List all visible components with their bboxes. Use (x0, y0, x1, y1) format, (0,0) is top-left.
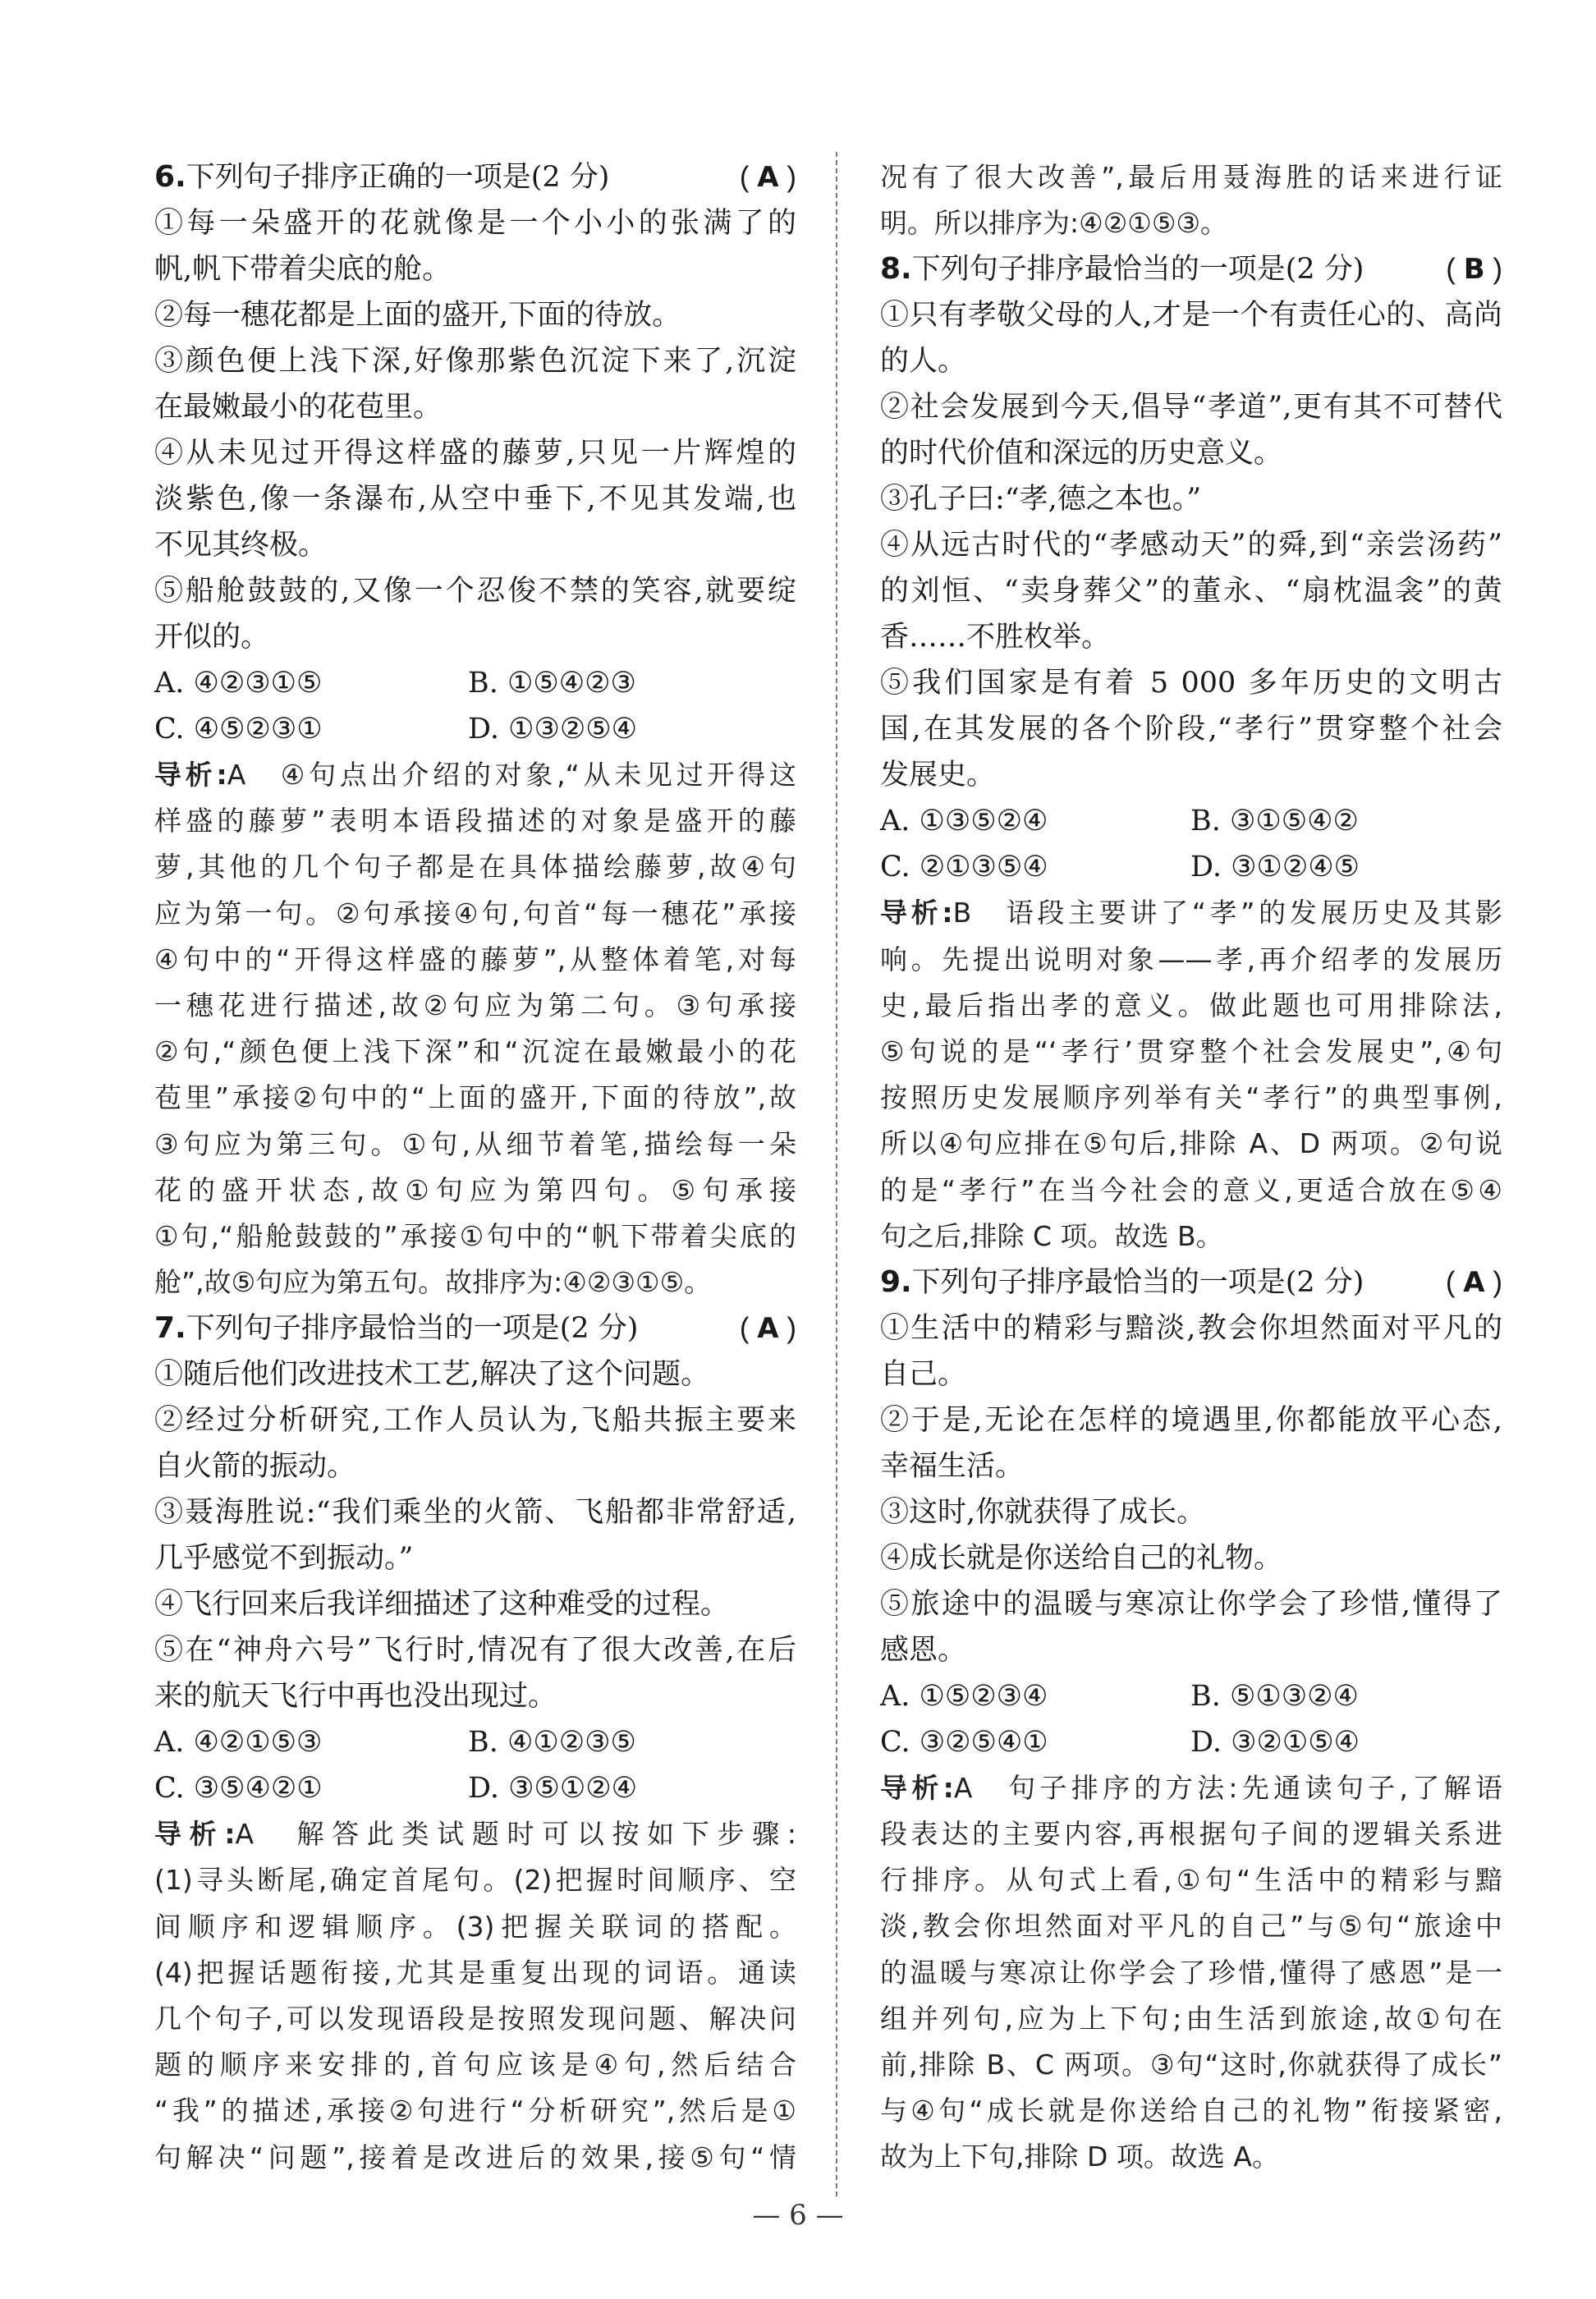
question-text: 下列句子排序最恰当的一项是(2 分) (186, 1312, 639, 1346)
analysis-line: ④句中的“开得这样盛的藤萝”,从整体着笔,对每 (154, 943, 796, 975)
answer-bracket: ( A ) (1445, 1265, 1502, 1299)
question-7-continued (880, 154, 1502, 246)
analysis-line: 样盛的藤萝”表明本语段描述的对象是盛开的藤 (154, 805, 796, 837)
answer-letter: A (757, 161, 779, 194)
sentence-line: 感恩。 (880, 1633, 967, 1667)
sentence-line: ⑤船舱鼓鼓的,又像一个忍俊不禁的笑容,就要绽 (154, 575, 796, 608)
sentence-line: 的刘恒、“卖身葬父”的董永、“扇枕温衾”的黄 (880, 575, 1502, 608)
sentence-line: 在最嫩最小的花苞里。 (154, 391, 443, 424)
analysis-line: 组并列句,应为上下句;由生活到旅途,故①句在 (880, 2002, 1502, 2035)
analysis-line (880, 890, 1502, 936)
option-a: A. ①③⑤②④ (880, 805, 1048, 838)
question-8-stem (880, 246, 1502, 292)
analysis-line: 按照历史发展顺序列举有关“孝行”的典型事例, (880, 1081, 1502, 1114)
analysis-line: 间顺序和逻辑顺序。(3)把握关联词的搭配。 (154, 1910, 796, 1943)
sentence-line: 帆,帆下带着尖底的舱。 (154, 253, 452, 286)
right-column (880, 154, 1502, 2181)
analysis-line: 应为第一句。②句承接④句,句首“每一穗花”承接 (154, 897, 796, 929)
analysis-label: 导析: (154, 759, 227, 791)
option-d: D. ③⑤①②④ (468, 1772, 637, 1806)
answer-letter: A (757, 1312, 779, 1346)
analysis-line: 的温暖与寒凉让你学会了珍惜,懂得了感恩”是一 (880, 1956, 1502, 1989)
option-c: C. ②①③⑤④ (880, 851, 1048, 884)
analysis-line: 所以④句应排在⑤句后,排除 A、D 两项。②句说 (880, 1127, 1502, 1160)
options-row (880, 1673, 1502, 1719)
sentence-line: ④从远古时代的“孝感动天”的舜,到“亲尝汤药” (880, 529, 1502, 562)
sentence-line: 自火箭的振动。 (154, 1450, 356, 1484)
question-text: 下列句子排序正确的一项是(2 分) (186, 161, 610, 194)
answer-letter: A (1463, 1265, 1485, 1299)
analysis-text: A 解答此类试题时可以按如下步骤: (235, 1818, 796, 1851)
sentence-line: ①每一朵盛开的花就像是一个小小的张满了的 (154, 207, 796, 240)
analysis-line: 响。先提出说明对象——孝,再介绍孝的发展历 (880, 943, 1502, 975)
option-c: C. ③⑤④②① (154, 1772, 323, 1806)
sentence-line: ①生活中的精彩与黯淡,教会你坦然面对平凡的 (880, 1311, 1502, 1345)
analysis-label: 导析: (880, 1771, 954, 1804)
option-c: C. ④⑤②③① (154, 713, 323, 746)
analysis-line: 舱”,故⑤句应为第五句。故排序为:④②③①⑤。 (154, 1266, 712, 1299)
options-row (880, 844, 1502, 890)
question-number: 9. (880, 1264, 912, 1299)
sentence-line: ④飞行回来后我详细描述了这种难受的过程。 (154, 1588, 730, 1622)
question-number: 8. (880, 252, 912, 287)
sentence-line: ②社会发展到今天,倡导“孝道”,更有其不可替代 (880, 391, 1502, 424)
analysis-line: 史,最后指出孝的意义。做此题也可用排除法, (880, 989, 1502, 1021)
analysis-line (154, 752, 796, 798)
option-d: D. ③①②④⑤ (1190, 851, 1360, 884)
analysis-label: 导析: (880, 897, 953, 929)
option-c: C. ③②⑤④① (880, 1725, 1048, 1759)
options-row (154, 660, 796, 706)
sentence-line: 自己。 (880, 1357, 967, 1391)
sentence-line: ②于是,无论在怎样的境遇里,你都能放平心态, (880, 1403, 1502, 1437)
page-number: — 6 — (752, 2199, 844, 2232)
analysis-line: 萝,其他的几个句子都是在具体描绘藤萝,故④句 (154, 851, 796, 883)
option-b: B. ①⑤④②③ (468, 667, 636, 700)
sentence-line: ②经过分析研究,工作人员认为,飞船共振主要来 (154, 1404, 796, 1438)
option-b: B. ③①⑤④② (1190, 805, 1359, 838)
sentence-line: ①随后他们改进技术工艺,解决了这个问题。 (154, 1358, 710, 1392)
left-column (154, 154, 796, 2181)
question-9 (880, 1260, 1502, 2181)
column-divider (836, 152, 837, 2196)
analysis-line: ②句,“颜色便上浅下深”和“沉淀在最嫩最小的花 (154, 1035, 796, 1068)
options-row (154, 1765, 796, 1811)
analysis-line: 行排序。从句式上看,①句“生活中的精彩与黯 (880, 1864, 1502, 1897)
sentence-line: ⑤我们国家是有着 5 000 多年历史的文明古 (880, 667, 1502, 700)
sentence-line: 幸福生活。 (880, 1449, 1025, 1483)
sentence-line: ③颜色便上浅下深,好像那紫色沉淀下来了,沉淀 (154, 345, 796, 378)
options-row (154, 1719, 796, 1765)
question-7 (154, 1306, 796, 2181)
analysis-line: 几个句子,可以发现语段是按照发现问题、解决问 (154, 2003, 796, 2035)
analysis-line: ①句,“船舱鼓鼓的”承接①句中的“帆下带着尖底的 (154, 1219, 796, 1252)
answer-letter: B (1463, 253, 1485, 287)
analysis-text: B 语段主要讲了“孝”的发展历史及其影 (952, 897, 1502, 929)
analysis-line: (1)寻头断尾,确定首尾句。(2)把握时间顺序、空 (154, 1864, 796, 1897)
analysis-line: 况有了很大改善”,最后用聂海胜的话来进行证 (880, 161, 1502, 193)
sentence-line: ③孔子曰:“孝,德之本也。” (880, 483, 1202, 516)
answer-bracket: ( A ) (739, 1312, 796, 1346)
analysis-line: 句之后,排除 C 项。故选 B。 (880, 1219, 1223, 1252)
sentence-line: 淡紫色,像一条瀑布,从空中垂下,不见其发端,也 (154, 483, 796, 516)
analysis-line: 段表达的主要内容,再根据句子间的逻辑关系进 (880, 1818, 1502, 1851)
analysis-line: 一穗花进行描述,故②句应为第二句。③句承接 (154, 989, 796, 1021)
sentence-line: 香……不胜枚举。 (880, 621, 1111, 654)
sentence-line: 发展史。 (880, 759, 996, 792)
analysis-text: A 句子排序的方法:先通读句子,了解语 (953, 1771, 1502, 1804)
question-text: 下列句子排序最恰当的一项是(2 分) (911, 1265, 1364, 1299)
sentence-line: ③这时,你就获得了成长。 (880, 1495, 1206, 1529)
sentence-line: 不见其终极。 (154, 529, 328, 562)
analysis-line: “我”的描述,承接②句进行“分析研究”,然后是① (154, 2095, 796, 2127)
sentence-line: ⑤在“神舟六号”飞行时,情况有了很大改善,在后 (154, 1634, 796, 1668)
analysis-line: ⑤句说的是“‘孝行’贯穿整个社会发展史”,④句 (880, 1035, 1502, 1067)
options-row (880, 798, 1502, 844)
option-a: A. ④②①⑤③ (154, 1726, 323, 1760)
question-number: 6. (154, 160, 186, 194)
analysis-line: 前,排除 B、C 两项。③句“这时,你就获得了成长” (880, 2049, 1502, 2081)
analysis-line: 苞里”承接②句中的“上面的盛开,下面的待放”,故 (154, 1081, 796, 1114)
answer-bracket: ( A ) (739, 161, 796, 194)
question-6 (154, 154, 796, 1306)
analysis-line: (4)把握话题衔接,尤其是重复出现的词语。通读 (154, 1956, 796, 1989)
answer-bracket: ( B ) (1446, 253, 1502, 287)
analysis-line: 明。所以排序为:④②①⑤③。 (880, 207, 1228, 240)
sentence-line: 几乎感觉不到振动。” (154, 1542, 414, 1576)
analysis-line: 与④句“成长就是你送给自己的礼物”衔接紧密, (880, 2095, 1502, 2127)
sentence-line: 国,在其发展的各个阶段,“孝行”贯穿整个社会 (880, 713, 1502, 746)
option-b: B. ④①②③⑤ (468, 1726, 636, 1760)
sentence-line: ④从未见过开得这样盛的藤萝,只见一片辉煌的 (154, 437, 796, 470)
sentence-line: ③聂海胜说:“我们乘坐的火箭、飞船都非常舒适, (154, 1496, 796, 1530)
analysis-label: 导析: (154, 1818, 236, 1851)
option-b: B. ⑤①③②④ (1190, 1679, 1359, 1713)
analysis-line (154, 1811, 796, 1857)
analysis-line: 花的盛开状态,故①句应为第四句。⑤句承接 (154, 1173, 796, 1206)
options-row (154, 706, 796, 752)
question-8 (880, 246, 1502, 1260)
question-7-stem (154, 1306, 796, 1351)
question-number: 7. (154, 1311, 186, 1346)
analysis-line: 题的顺序来安排的,首句应该是④句,然后结合 (154, 2049, 796, 2081)
analysis-line: 的是“孝行”在当今社会的意义,更适合放在⑤④ (880, 1173, 1502, 1206)
question-text: 下列句子排序最恰当的一项是(2 分) (911, 253, 1364, 287)
sentence-line: 来的航天飞行中再也没出现过。 (154, 1680, 557, 1714)
sentence-line: 的时代价值和深远的历史意义。 (880, 437, 1283, 470)
sentence-line: 的人。 (880, 345, 967, 379)
sentence-line: ②每一穗花都是上面的盛开,下面的待放。 (154, 299, 681, 332)
options-row (880, 1719, 1502, 1765)
analysis-line: ③句应为第三句。①句,从细节着笔,描绘每一朵 (154, 1127, 796, 1160)
option-a: A. ④②③①⑤ (154, 667, 323, 700)
sentence-line: 开似的。 (154, 621, 270, 654)
option-d: D. ①③②⑤④ (468, 713, 637, 746)
analysis-line: 淡,教会你坦然面对平凡的自己”与⑤句“旅途中 (880, 1910, 1502, 1943)
option-a: A. ①⑤②③④ (880, 1679, 1048, 1713)
analysis-line (880, 1765, 1502, 1811)
analysis-line: 故为上下句,排除 D 项。故选 A。 (880, 2141, 1279, 2173)
sentence-line: ④成长就是你送给自己的礼物。 (880, 1541, 1283, 1575)
sentence-line: ①只有孝敬父母的人,才是一个有责任心的、高尚 (880, 299, 1502, 333)
sentence-line: ⑤旅途中的温暖与寒凉让你学会了珍惜,懂得了 (880, 1587, 1502, 1621)
question-9-stem (880, 1260, 1502, 1306)
question-6-stem (154, 154, 796, 200)
analysis-line: 句解决“问题”,接着是改进后的效果,接⑤句“情 (154, 2141, 796, 2173)
analysis-text: A ④句点出介绍的对象,“从未见过开得这 (227, 759, 796, 791)
option-d: D. ③②①⑤④ (1190, 1725, 1360, 1759)
